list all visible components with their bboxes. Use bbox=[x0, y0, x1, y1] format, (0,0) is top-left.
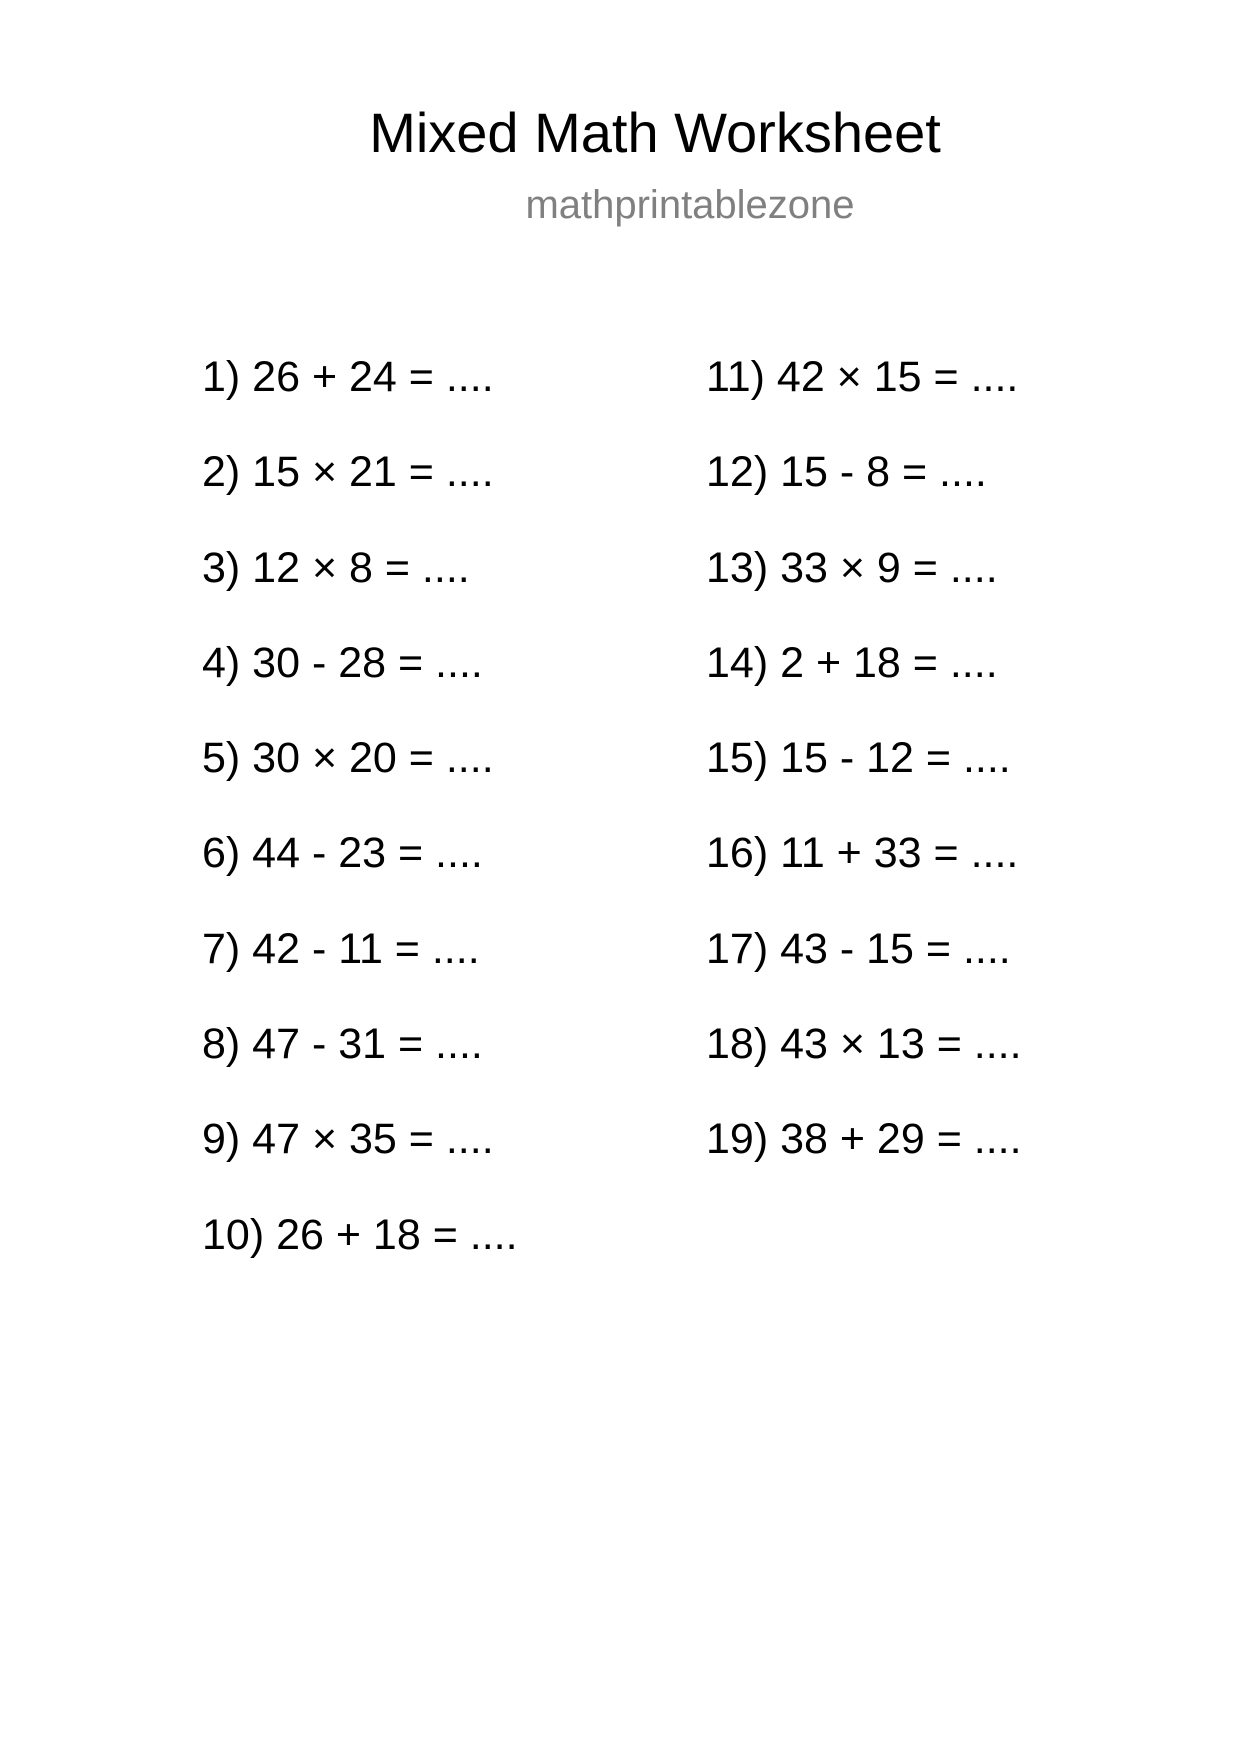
problems-right-column bbox=[706, 352, 1022, 1210]
problem-11: 11) 42 × 15 = .... bbox=[706, 353, 1019, 401]
problem-7: 7) 42 - 11 = .... bbox=[202, 924, 480, 973]
problem-4: 4) 30 - 28 = .... bbox=[202, 638, 483, 687]
problem-17: 17) 43 - 15 = .... bbox=[706, 924, 1011, 973]
problem-18: 18) 43 × 13 = .... bbox=[706, 1020, 1022, 1069]
problem-14: 14) 2 + 18 = .... bbox=[706, 638, 998, 687]
problem-13: 13) 33 × 9 = .... bbox=[706, 543, 998, 592]
problem-5: 5) 30 × 20 = .... bbox=[202, 734, 494, 783]
problems-left-column bbox=[202, 352, 518, 1305]
problem-9: 9) 47 × 35 = .... bbox=[202, 1115, 494, 1164]
problem-6: 6) 44 - 23 = .... bbox=[202, 829, 483, 878]
problem-12: 12) 15 - 8 = .... bbox=[706, 448, 987, 497]
worksheet-subtitle: mathprintablezone bbox=[525, 183, 855, 227]
problem-10: 10) 26 + 18 = .... bbox=[202, 1210, 518, 1259]
worksheet-title: Mixed Math Worksheet bbox=[369, 101, 941, 164]
problem-1: 1) 26 + 24 = .... bbox=[202, 353, 494, 401]
problem-19: 19) 38 + 29 = .... bbox=[706, 1115, 1022, 1164]
problem-3: 3) 12 × 8 = .... bbox=[202, 543, 470, 592]
problem-15: 15) 15 - 12 = .... bbox=[706, 734, 1011, 783]
problem-2: 2) 15 × 21 = .... bbox=[202, 448, 494, 497]
problem-16: 16) 11 + 33 = .... bbox=[706, 829, 1019, 878]
problem-8: 8) 47 - 31 = .... bbox=[202, 1020, 483, 1069]
